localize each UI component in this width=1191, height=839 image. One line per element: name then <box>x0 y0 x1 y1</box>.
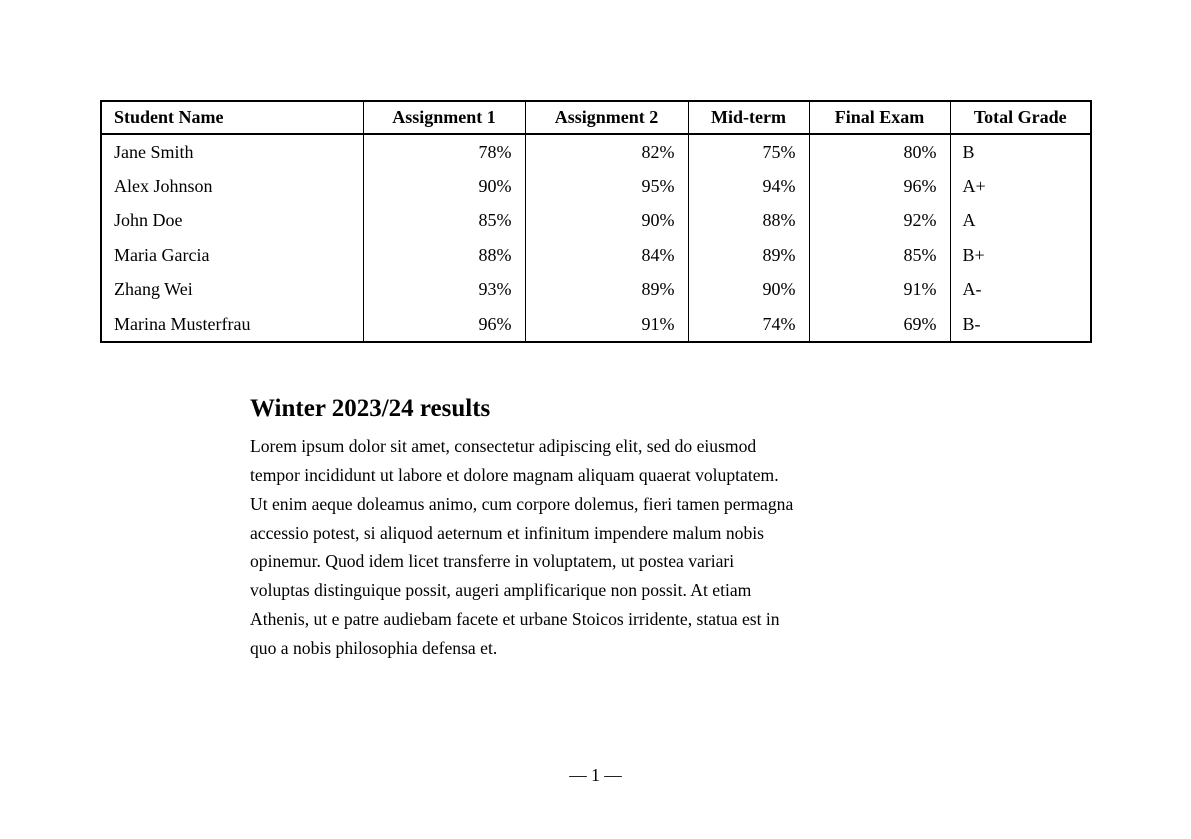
table-row <box>101 134 1091 169</box>
total-grade-cell: B <box>950 134 1091 169</box>
paragraph-line: Lorem ipsum dolor sit amet, consectetur adipiscing elit, sed do eiusmod <box>250 436 757 456</box>
midterm-cell: 88% <box>688 204 809 238</box>
body-paragraph <box>250 432 793 663</box>
assignment2-cell: 90% <box>525 204 688 238</box>
grades-table-header <box>101 101 1091 134</box>
table-row <box>101 307 1091 342</box>
grades-table-body <box>101 134 1091 342</box>
final-exam-cell: 69% <box>809 307 950 342</box>
paragraph-line: Ut enim aeque doleamus animo, cum corpore dolemus, fieri tamen permagna <box>250 493 794 514</box>
student-name-cell: Zhang Wei <box>114 279 193 300</box>
assignment2-cell: 89% <box>525 273 688 307</box>
assignment2-cell: 84% <box>525 238 688 272</box>
student-name-cell: John Doe <box>114 210 183 231</box>
table-row <box>101 169 1091 203</box>
paragraph-line: accessio potest, si aliquod aeternum et infinitum impendere malum nobis <box>250 522 765 543</box>
assignment2-cell: 82% <box>525 134 688 169</box>
total-grade-cell: A- <box>950 273 1091 307</box>
paragraph-line: opinemur. Quod idem licet transferre in voluptatem, ut postea variari <box>250 551 735 572</box>
table-row <box>101 238 1091 272</box>
midterm-cell: 94% <box>688 169 809 203</box>
assignment1-cell: 90% <box>363 169 525 203</box>
total-grade-cell: B- <box>950 307 1091 342</box>
assignment1-cell: 85% <box>363 204 525 238</box>
section-heading: Winter 2023/24 results <box>250 395 491 422</box>
final-exam-cell: 91% <box>809 273 950 307</box>
header-final-exam: Final Exam <box>809 101 950 134</box>
midterm-cell: 89% <box>688 238 809 272</box>
final-exam-cell: 85% <box>809 238 950 272</box>
student-name-cell: Maria Garcia <box>114 244 210 265</box>
final-exam-cell: 96% <box>809 169 950 203</box>
table-row <box>101 204 1091 238</box>
header-assignment-1: Assignment 1 <box>363 101 525 134</box>
header-mid-term: Mid-term <box>688 101 809 134</box>
student-name-cell: Marina Musterfrau <box>114 313 251 334</box>
paragraph-line: tempor incididunt ut labore et dolore magnam aliquam quaerat voluptatem. <box>250 464 779 485</box>
header-assignment-2: Assignment 2 <box>525 101 688 134</box>
header-total-grade: Total Grade <box>950 101 1091 134</box>
header-student-name: Student Name <box>101 101 363 134</box>
final-exam-cell: 80% <box>809 134 950 169</box>
assignment2-cell: 91% <box>525 307 688 342</box>
paragraph-line: voluptas distinguique possit, augeri amplificarique non possit. At etiam <box>250 580 752 601</box>
assignment1-cell: 88% <box>363 238 525 272</box>
final-exam-cell: 92% <box>809 204 950 238</box>
midterm-cell: 90% <box>688 273 809 307</box>
total-grade-cell: A <box>950 204 1091 238</box>
total-grade-cell: B+ <box>950 238 1091 272</box>
midterm-cell: 75% <box>688 134 809 169</box>
header-row <box>101 101 1091 134</box>
assignment1-cell: 96% <box>363 307 525 342</box>
table-row <box>101 273 1091 307</box>
assignment2-cell: 95% <box>525 169 688 203</box>
assignment1-cell: 78% <box>363 134 525 169</box>
total-grade-cell: A+ <box>950 169 1091 203</box>
grades-table <box>100 100 1092 343</box>
assignment1-cell: 93% <box>363 273 525 307</box>
student-name-cell: Alex Johnson <box>114 176 213 197</box>
student-name-cell: Jane Smith <box>114 141 194 162</box>
midterm-cell: 74% <box>688 307 809 342</box>
page-number: — 1 — <box>569 765 622 785</box>
paragraph-line: Athenis, ut e patre audiebam facete et urbane Stoicos irridente, statua est in <box>250 609 780 630</box>
paragraph-line: quo a nobis philosophia defensa et. <box>250 637 498 658</box>
